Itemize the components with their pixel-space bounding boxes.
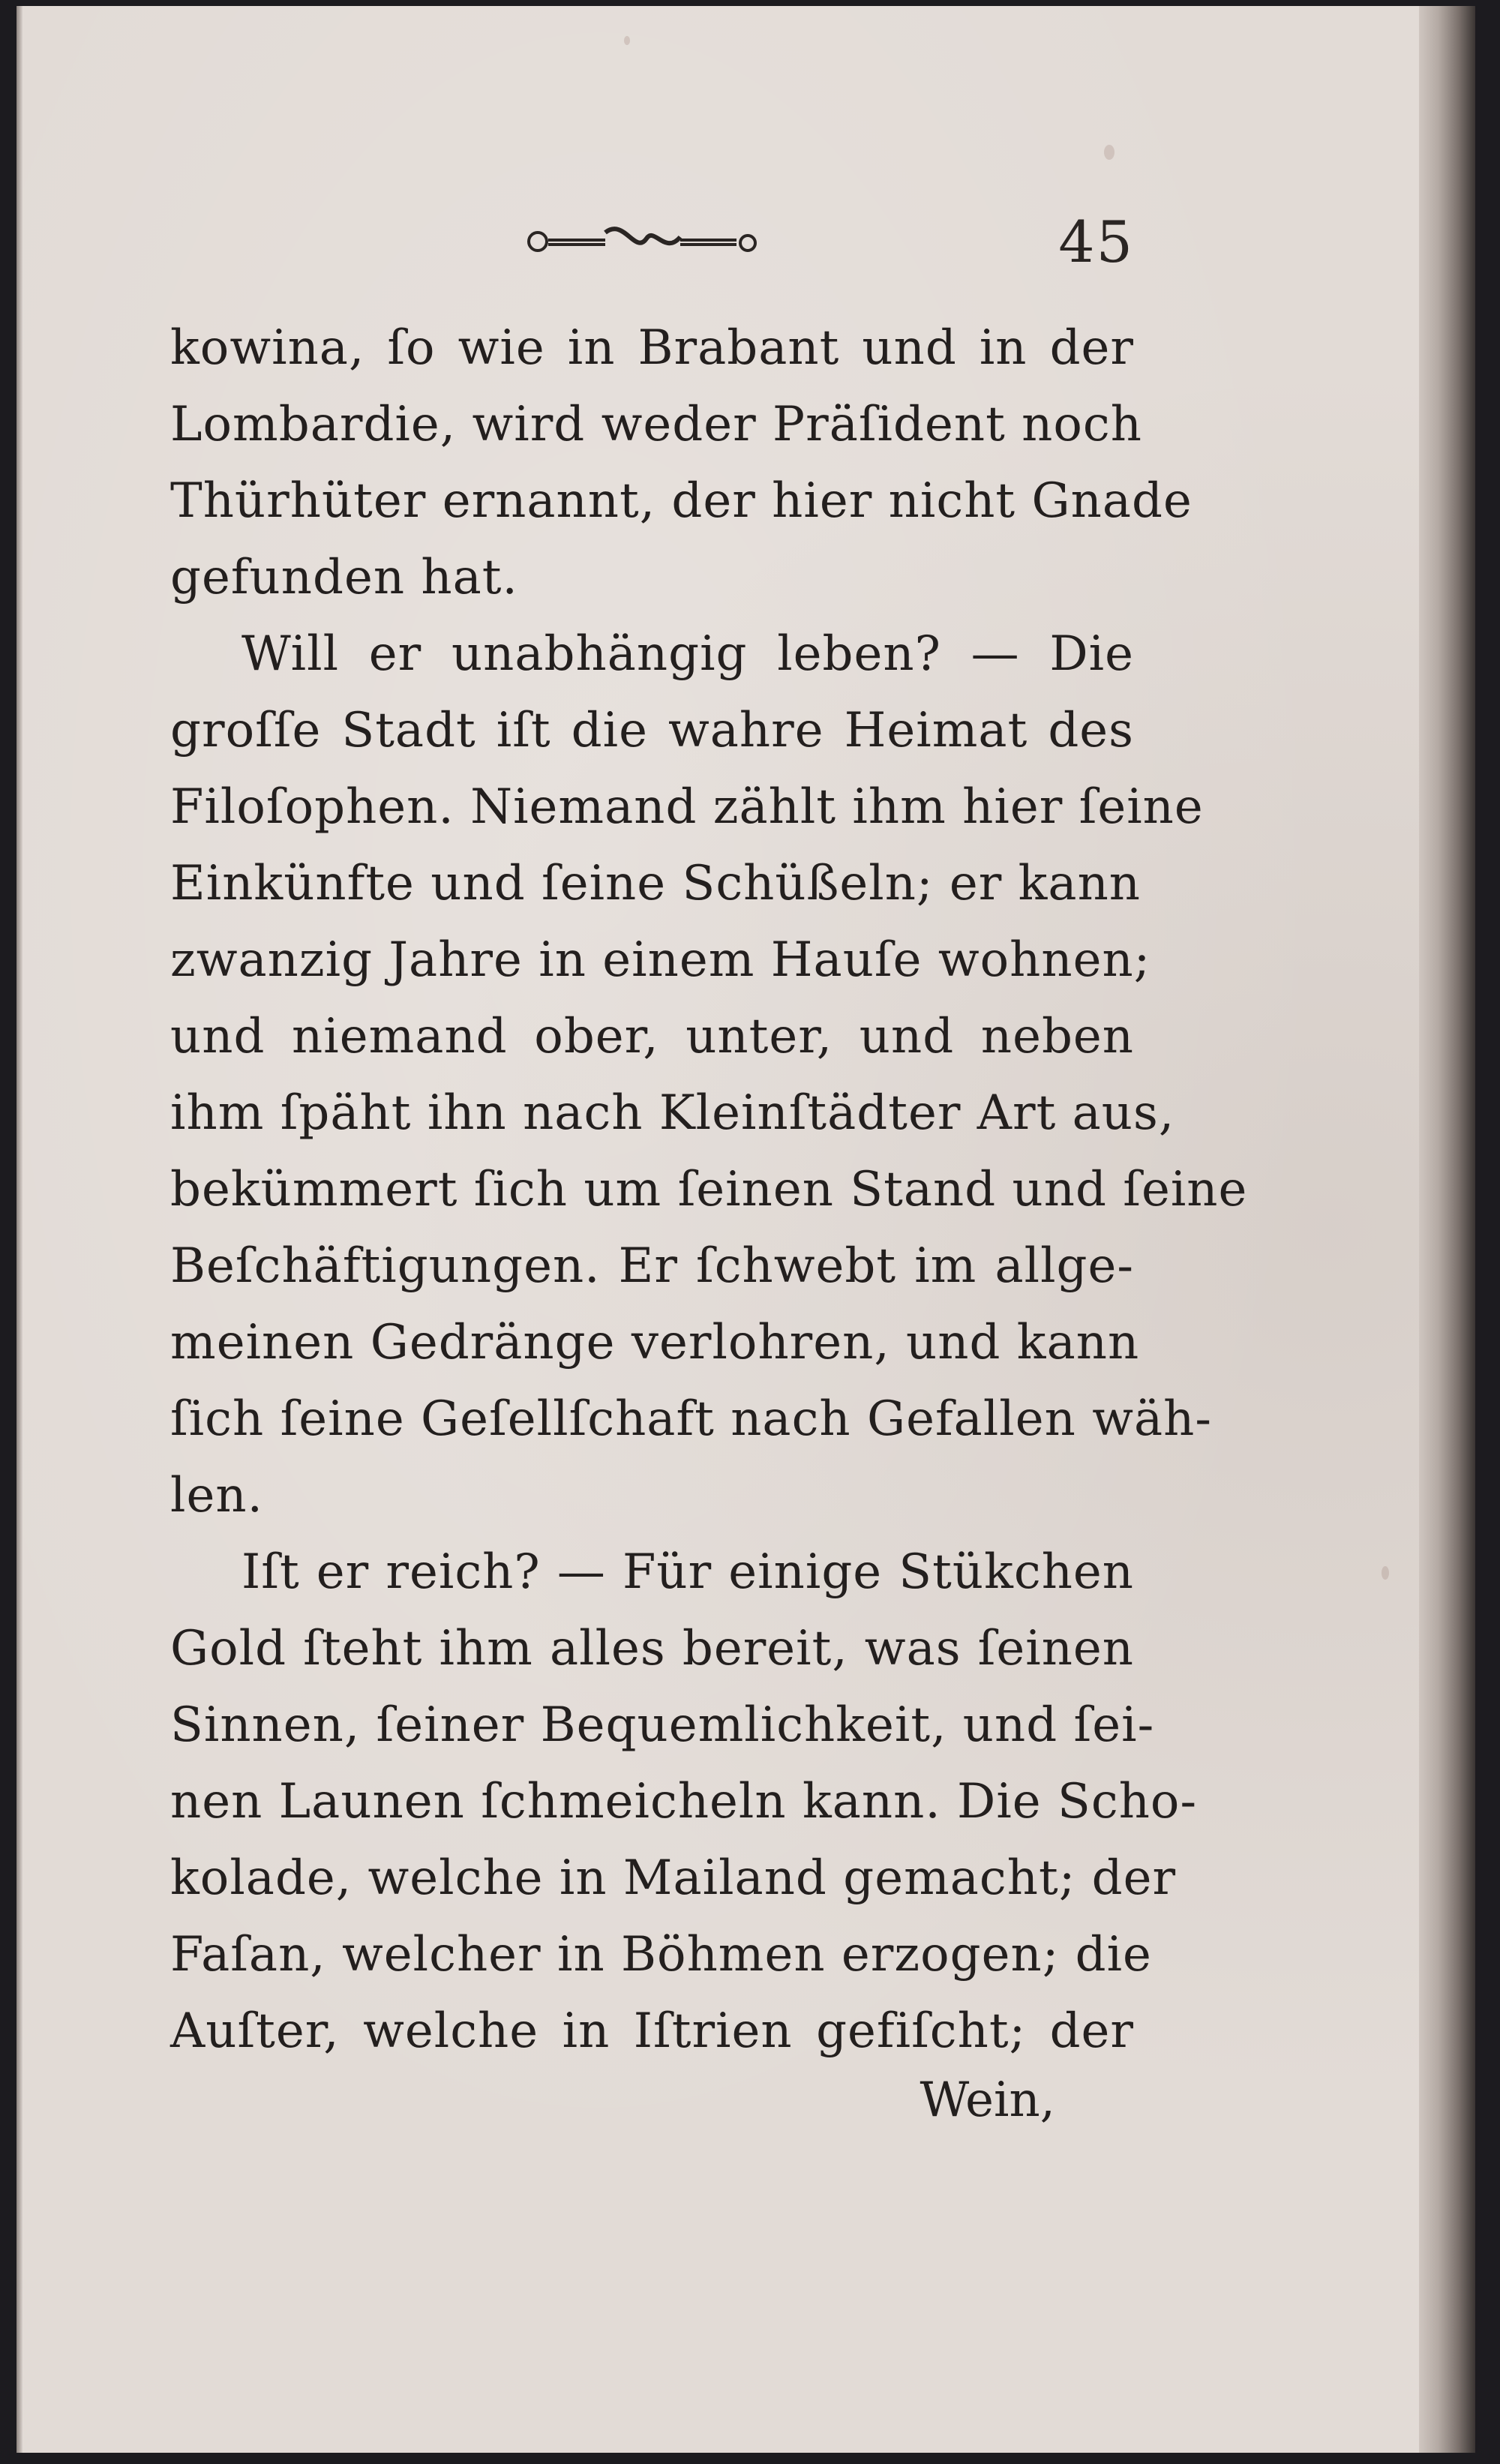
text-line: nen Launen ſchmeicheln kann. Die Scho- [170, 1774, 1198, 1829]
paper-stain [624, 36, 630, 45]
text-line: Lombardie, wird weder Präſident noch [170, 397, 1142, 452]
page-number: 45 [1058, 209, 1134, 275]
text-line: Iſt er reich? — Für einige Stükchen [242, 1544, 1134, 1600]
page-header [170, 209, 1134, 291]
text-line: Einkünfte und ſeine Schüßeln; er kann [170, 856, 1141, 911]
text-line: und niemand ober, unter, und neben [170, 1009, 1134, 1064]
text-line: Thürhüter ernannt, der hier nicht Gnade [170, 473, 1192, 529]
text-line: ſich ſeine Geſellſchaft nach Gefallen wäh- [170, 1391, 1212, 1447]
text-line: bekümmert ſich um ſeinen Stand und ſeine [170, 1162, 1248, 1217]
text-line: Will er unabhängig leben? — Die [242, 626, 1134, 682]
text-line: kolade, welche in Mailand gemacht; der [170, 1850, 1177, 1906]
text-line: Beſchäftigungen. Er ſchwebt im allge- [170, 1238, 1134, 1294]
text-line: Auſter, welche in Iſtrien gefiſcht; der [170, 2003, 1134, 2059]
decorative-ornament-icon [523, 218, 763, 263]
text-line: Faſan, welcher in Böhmen erzogen; die [170, 1927, 1152, 1982]
text-line: Filoſophen. Niemand zählt ihm hier ſeine [170, 779, 1204, 835]
text-line: kowina, ſo wie in Brabant und in der [170, 320, 1134, 376]
text-line: Gold ſteht ihm alles bereit, was ſeinen [170, 1621, 1134, 1676]
text-line: Sinnen, ſeiner Bequemlichkeit, und ſei- [170, 1697, 1155, 1753]
text-line: ihm ſpäht ihn nach Kleinſtädter Art aus, [170, 1085, 1175, 1141]
text-line: meinen Gedränge verlohren, und kann [170, 1315, 1140, 1370]
book-gutter-shadow [1419, 6, 1475, 2453]
text-line: groſſe Stadt iſt die wahre Heimat des [170, 703, 1134, 758]
book-page [16, 6, 1475, 2453]
text-line: zwanzig Jahre in einem Hauſe wohnen; [170, 932, 1151, 988]
body-text [170, 310, 1248, 2069]
paper-stain [1382, 1566, 1389, 1580]
text-line: len. [170, 1468, 263, 1523]
text-line: gefunden hat. [170, 550, 518, 605]
catchword: Wein, [920, 2072, 1055, 2128]
paper-stain [1104, 145, 1114, 160]
page-left-edge [16, 6, 22, 2453]
